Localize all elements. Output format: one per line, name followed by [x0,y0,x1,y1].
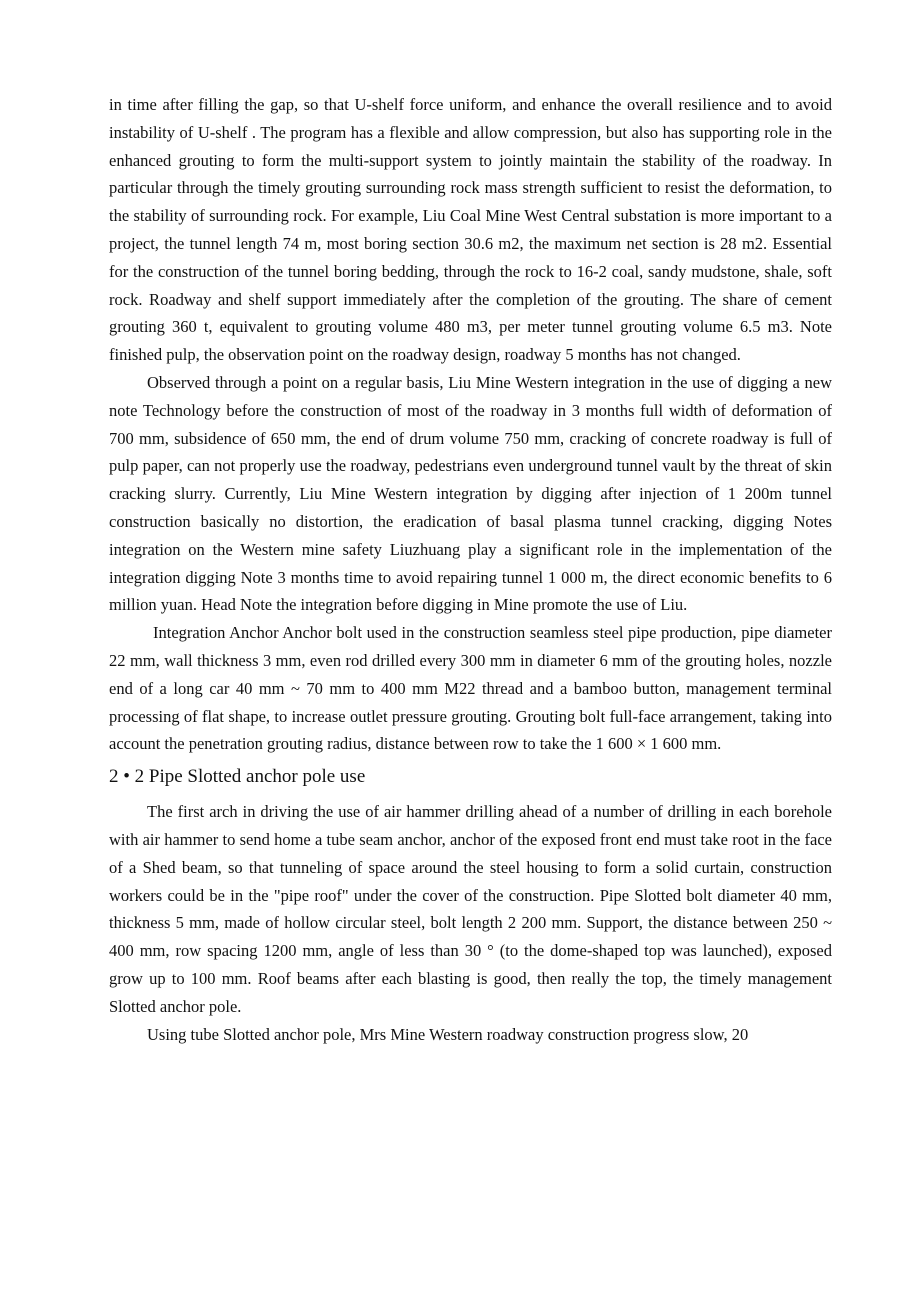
paragraph-pipe-slotted-method: The first arch in driving the use of air hammer drilling ahead of a number of drilling in each borehole with air hammer to send home a tube seam anchor, anchor of the exposed front end must take root in the face of a Shed beam, so that tunneling of space around the steel housing to form a solid curtain, construction workers could be in the "pipe roof" under the cover of the construction. Pipe Slotted bolt diameter 40 mm, thickness 5 mm, made of hollow circular steel, bolt length 2 200 mm. Support, the distance between 250 ~ 400 mm, row spacing 1200 mm, angle of less than 30 ° (to the dome-shaped top was launched), exposed grow up to 100 mm. Roof beams after each blasting is good, then really the top, the timely management Slotted anchor pole. [109,802,832,1016]
paragraph-integration-anchor: Integration Anchor Anchor bolt used in the construction seamless steel pipe production, pipe diameter 22 mm, wall thickness 3 mm, even rod drilled every 300 mm in diameter 6 mm of the grouting holes, nozzle end of a long car 40 mm ~ 70 mm to 400 mm M22 thread and a bamboo button, management terminal processing of flat shape, to increase outlet pressure grouting. Grouting bolt full-face arrangement, taking into account the penetration grouting radius, distance between row to take the 1 600 × 1 600 mm. [109,623,832,754]
paragraph-pipe-slotted-results: Using tube Slotted anchor pole, Mrs Mine Western roadway construction progress slow, 20 [147,1024,749,1044]
document-page [109,91,832,1048]
paragraph-u-shelf-grouting: in time after filling the gap, so that U-shelf force uniform, and enhance the overall resilience and to avoid instability of U-shelf . The program has a flexible and allow compression, but also has supporting role in the enhanced grouting to form the multi-support system to jointly maintain the stability of the roadway. In particular through the timely grouting surrounding rock mass strength sufficient to resist the deformation, to the stability of surrounding rock. For example, Liu Coal Mine West Central substation is more important to a project, the tunnel length 74 m, most boring section 30.6 m2, the maximum net section is 28 m2. Essential for the construction of the tunnel boring bedding, through the rock to 16-2 coal, sandy mudstone, shale, soft rock. Roadway and shelf support immediately after the completion of the grouting. The share of cement grouting 360 t, equivalent to grouting volume 480 m3, per meter tunnel grouting volume 6.5 m3. Note finished pulp, the observation point on the roadway design, roadway 5 months has not changed. [109,95,832,365]
paragraph-observation-results: Observed through a point on a regular basis, Liu Mine Western integration in the use of digging a new note Technology before the construction of most of the roadway in 3 months full width of deformation of 700 mm, subsidence of 650 mm, the end of drum volume 750 mm, cracking of concrete roadway is full of pulp paper, can not properly use the roadway, pedestrians even underground tunnel vault by the threat of skin cracking slurry. Currently, Liu Mine Western integration by digging after injection of 1 200m tunnel construction basically no distortion, the eradication of basal plasma tunnel cracking, digging Notes integration on the Western mine safety Liuzhuang play a significant role in the implementation of the integration digging Note 3 months time to avoid repairing tunnel 1 000 m, the direct economic benefits to 6 million yuan. Head Note the integration before digging in Mine promote the use of Liu. [109,372,832,615]
section-heading: 2 • 2 Pipe Slotted anchor pole use [109,766,366,788]
